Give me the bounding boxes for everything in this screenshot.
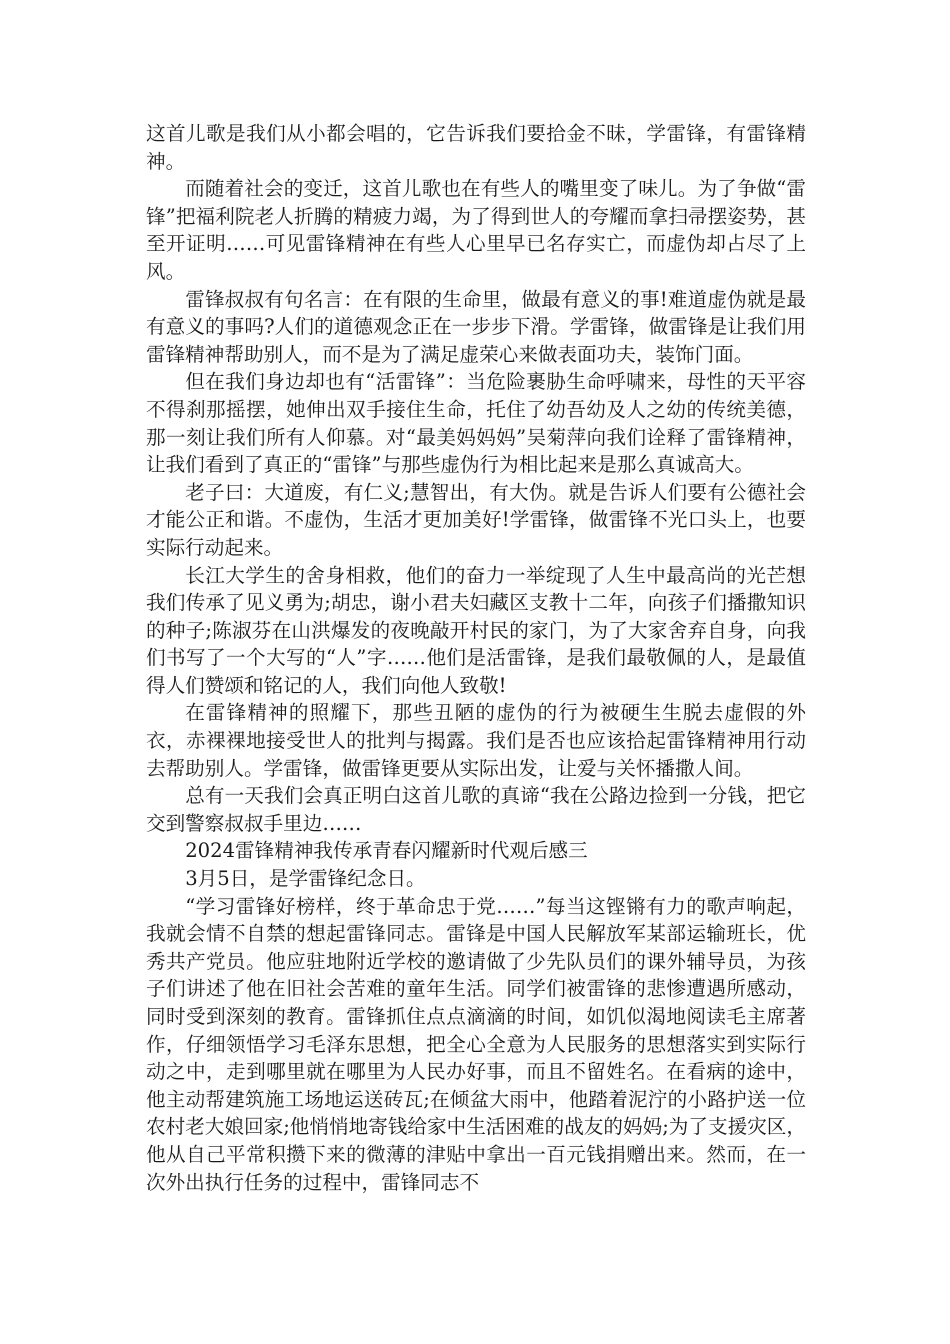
paragraph-8: 总有一天我们会真正明白这首儿歌的真谛“我在公路边捡到一分钱，把它交到警察叔叔手里边…… [146, 784, 806, 835]
paragraph-10: “学习雷锋好榜样，终于革命忠于党……”每当这铿锵有力的歌声响起，我就会情不自禁的想起雷锋同志。雷锋是中国人民解放军某部运输班长，优秀共产党员。他应驻地附近学校的邀请做了少先队员们的课外辅导员，为孩子们讲述了他在旧社会苦难的童年生活。同学们被雷锋的悲惨遭遇所感动，同时受到深刻的教育。雷锋抓住点点滴滴的时间，如饥似渴地阅读毛主席著作，仔细领悟学习毛泽东思想，把全心全意为人民服务的思想落实到实际行动之中，走到哪里就在哪里为人民办好事，而且不留姓名。在看病的途中，他主动帮建筑施工场地运送砖瓦;在倾盆大雨中，他踏着泥泞的小路护送一位农村老大娘回家;他悄悄地寄钱给家中生活困难的战友的妈妈;为了支援灾区，他从自己平常积攒下来的微薄的津贴中拿出一百元钱捐赠出来。然而，在一次外出执行任务的过程中，雷锋同志不 [146, 894, 806, 1194]
paragraph-9: 3月5日，是学雷锋纪念日。 [185, 867, 426, 891]
paragraph-2: 而随着社会的变迁，这首儿歌也在有些人的嘴里变了味儿。为了争做“雷锋”把福利院老人折腾的精疲力竭，为了得到世人的夸耀而拿扫帚摆姿势，甚至开证明……可见雷锋精神在有些人心里早已名存实亡，而虚伪却占尽了上风。 [146, 177, 806, 283]
paragraph-4: 但在我们身边却也有“活雷锋”：当危险裹胁生命呼啸来，母性的天平容不得刹那摇摆，她伸出双手接住生命，托住了幼吾幼及人之幼的传统美德，那一刻让我们所有人仰慕。对“最美妈妈妈”吴菊萍向我们诠释了雷锋精神，让我们看到了真正的“雷锋”与那些虚伪行为相比起来是那么真诚高大。 [146, 370, 806, 477]
paragraph-3: 雷锋叔叔有句名言：在有限的生命里，做最有意义的事!难道虚伪就是最有意义的事吗?人们的道德观念正在一步步下滑。学雷锋，做雷锋是让我们用雷锋精神帮助别人，而不是为了满足虚荣心来做表面功夫，装饰门面。 [146, 287, 806, 366]
paragraph-7: 在雷锋精神的照耀下，那些丑陋的虚伪的行为被硬生生脱去虚假的外衣，赤裸裸地接受世人的批判与揭露。我们是否也应该拾起雷锋精神用行动去帮助别人。学雷锋，做雷锋更要从实际出发，让爱与关怀播撒人间。 [146, 701, 806, 780]
document-body [146, 120, 806, 1196]
paragraph-5: 老子曰：大道废，有仁义;慧智出，有大伪。就是告诉人们要有公德社会才能公正和谐。不虚伪，生活才更加美好!学雷锋，做雷锋不光口头上，也要实际行动起来。 [146, 480, 806, 559]
paragraph-1: 这首儿歌是我们从小都会唱的，它告诉我们要拾金不昧，学雷锋，有雷锋精神。 [146, 122, 806, 173]
section-heading: 2024雷锋精神我传承青春闪耀新时代观后感三 [185, 839, 588, 863]
paragraph-6: 长江大学生的舍身相救，他们的奋力一举绽现了人生中最高尚的光芒想我们传承了见义勇为;胡忠，谢小君夫妇藏区支教十二年，向孩子们播撒知识的种子;陈淑芬在山洪爆发的夜晚敲开村民的家门，为了大家舍弃自身，向我们书写了一个大写的“人”字……他们是活雷锋，是我们最敬佩的人，是最值得人们赞颂和铭记的人，我们向他人致敬! [146, 563, 806, 697]
